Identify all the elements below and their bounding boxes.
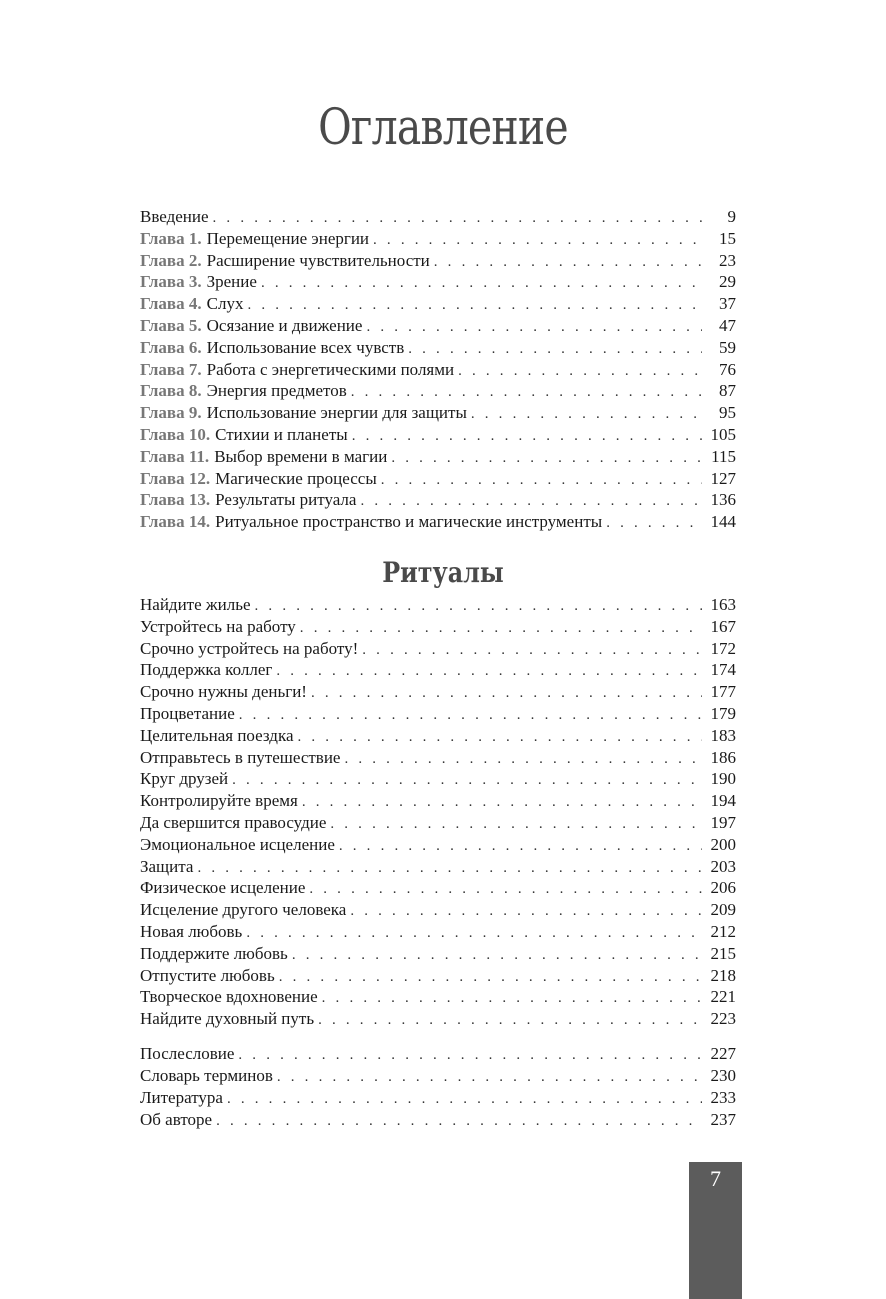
dot-leader <box>197 858 702 880</box>
page-number: 197 <box>710 812 736 832</box>
dot-leader <box>373 230 702 252</box>
dot-leader <box>318 1010 702 1032</box>
page-number: 233 <box>710 1087 736 1107</box>
toc-row-chapter-14[interactable] <box>140 511 736 533</box>
entry-title: Использование энергии для защиты <box>206 403 467 423</box>
dot-leader <box>391 448 702 470</box>
dot-leader <box>322 988 702 1010</box>
chapter-label: Глава 10. <box>140 424 211 444</box>
entry-title: Поддержите любовь <box>140 943 288 963</box>
page-number: 37 <box>719 294 736 314</box>
toc-row-chapter-9[interactable] <box>140 402 736 424</box>
dot-leader <box>279 967 702 989</box>
toc-row-chapter-3[interactable] <box>140 271 736 293</box>
entry-title: Слух <box>206 294 244 314</box>
page-number: 15 <box>719 228 736 248</box>
dot-leader <box>458 361 702 383</box>
entry-title: Расширение чувствительности <box>206 250 430 270</box>
page-number: 177 <box>710 682 736 702</box>
entry-title: Отпустите любовь <box>140 965 275 985</box>
page-title: Оглавление <box>318 98 568 156</box>
entry-title: Словарь терминов <box>140 1065 273 1085</box>
dot-leader <box>255 596 702 618</box>
toc-row-ritual[interactable] <box>140 703 736 725</box>
dot-leader <box>302 792 702 814</box>
dot-leader <box>213 208 702 230</box>
page-number: 190 <box>710 769 736 789</box>
dot-leader <box>350 901 702 923</box>
dot-leader <box>352 426 702 448</box>
chapter-label: Глава 6. <box>140 337 202 357</box>
toc-row-chapter-8[interactable] <box>140 380 736 402</box>
dot-leader <box>471 404 702 426</box>
toc-row-ritual[interactable] <box>140 943 736 965</box>
toc-row-ritual[interactable] <box>140 921 736 943</box>
entry-title: Введение <box>140 207 209 226</box>
toc-row-ritual[interactable] <box>140 638 736 660</box>
page-number: 174 <box>710 660 736 680</box>
page-number: 200 <box>710 834 736 854</box>
toc-row-chapter-11[interactable] <box>140 446 736 468</box>
chapter-label: Глава 14. <box>140 512 211 532</box>
page-number: 237 <box>710 1109 736 1129</box>
page-number: 230 <box>710 1065 736 1085</box>
toc-row-ritual[interactable] <box>140 659 736 681</box>
entry-title: Использование всех чувств <box>206 337 405 357</box>
page-number: 223 <box>710 1009 736 1029</box>
page-number: 9 <box>727 207 736 226</box>
entry-title: Об авторе <box>140 1109 213 1129</box>
dot-leader <box>360 491 702 513</box>
chapter-label: Глава 1. <box>140 228 202 248</box>
toc-row-ritual[interactable] <box>140 681 736 703</box>
toc-row-back-matter[interactable] <box>140 1043 736 1065</box>
page-number: 144 <box>710 512 736 532</box>
toc-row-chapter-4[interactable] <box>140 293 736 315</box>
chapter-label: Глава 2. <box>140 250 202 270</box>
page-number: 163 <box>710 595 736 614</box>
toc-row-back-matter[interactable] <box>140 1087 736 1109</box>
back-matter-list <box>140 1043 736 1131</box>
entry-title: Результаты ритуала <box>215 490 357 510</box>
dot-leader <box>381 470 702 492</box>
entry-title: Выбор времени в магии <box>214 446 388 466</box>
page-number: 209 <box>710 900 736 920</box>
toc-row-ritual[interactable] <box>140 747 736 769</box>
chapter-label: Глава 7. <box>140 359 202 379</box>
dot-leader <box>311 683 702 705</box>
dot-leader <box>344 749 702 771</box>
entry-title: Срочно устройтесь на работу! <box>140 638 359 658</box>
toc-row-back-matter[interactable] <box>140 1109 736 1131</box>
entry-title: Послесловие <box>140 1044 235 1063</box>
page-number: 206 <box>710 878 736 898</box>
entry-title: Литература <box>140 1087 223 1107</box>
page-number: 218 <box>710 965 736 985</box>
entry-title: Осязание и движение <box>206 315 363 335</box>
entry-title: Устройтесь на работу <box>140 616 296 636</box>
entry-title: Защита <box>140 856 194 876</box>
dot-leader <box>339 836 702 858</box>
page-number: 47 <box>719 315 736 335</box>
toc-row-chapter-5[interactable] <box>140 315 736 337</box>
chapter-label: Глава 5. <box>140 315 202 335</box>
toc-row-ritual[interactable] <box>140 616 736 638</box>
chapter-label: Глава 9. <box>140 403 202 423</box>
page-number: 59 <box>719 337 736 357</box>
entry-title: Контролируйте время <box>140 791 298 811</box>
page-number-tab <box>689 1162 742 1299</box>
dot-leader <box>362 640 702 662</box>
toc-row-ritual[interactable] <box>140 834 736 856</box>
dot-leader <box>239 705 702 727</box>
dot-leader <box>309 879 702 901</box>
toc-row-chapter-13[interactable] <box>140 489 736 511</box>
toc-row-ritual[interactable] <box>140 899 736 921</box>
toc-row-ritual[interactable] <box>140 725 736 747</box>
dot-leader <box>408 339 702 361</box>
rituals-section-title: Ритуалы <box>382 556 504 589</box>
page-number: 186 <box>710 747 736 767</box>
entry-title: Срочно нужны деньги! <box>140 682 307 702</box>
entry-title: Новая любовь <box>140 921 243 941</box>
page-number: 95 <box>719 403 736 423</box>
toc-row-ritual[interactable] <box>140 965 736 987</box>
dot-leader <box>227 1089 702 1111</box>
dot-leader <box>261 273 702 295</box>
entry-title: Творческое вдохновение <box>140 987 318 1007</box>
entry-title: Найдите духовный путь <box>140 1009 315 1029</box>
entry-title: Физическое исцеление <box>140 878 306 898</box>
entry-title: Энергия предметов <box>206 381 347 401</box>
page-number: 167 <box>710 616 736 636</box>
chapter-label: Глава 3. <box>140 272 202 292</box>
dot-leader <box>434 252 702 274</box>
dot-leader <box>351 382 702 404</box>
toc-row-intro[interactable] <box>140 206 736 228</box>
page-number: 212 <box>710 921 736 941</box>
dot-leader <box>330 814 702 836</box>
chapter-label: Глава 8. <box>140 381 202 401</box>
page-number: 87 <box>719 381 736 401</box>
toc-row-ritual[interactable] <box>140 1008 736 1030</box>
entry-title: Стихии и планеты <box>215 424 348 444</box>
page-number: 29 <box>719 272 736 292</box>
dot-leader <box>300 618 702 640</box>
page-number: 215 <box>710 943 736 963</box>
toc-row-chapter-10[interactable] <box>140 424 736 446</box>
page-number: 136 <box>710 490 736 510</box>
toc-row-ritual[interactable] <box>140 812 736 834</box>
page-number: 227 <box>710 1044 736 1063</box>
dot-leader <box>232 770 702 792</box>
dot-leader <box>277 1067 702 1089</box>
chapter-label: Глава 11. <box>140 446 210 466</box>
toc-row-ritual[interactable] <box>140 986 736 1008</box>
dot-leader <box>247 295 702 317</box>
chapters-list <box>140 206 736 533</box>
entry-title: Работа с энергетическими полями <box>206 359 455 379</box>
dot-leader <box>606 513 702 535</box>
toc-row-ritual[interactable] <box>140 594 736 616</box>
page-number: 194 <box>710 791 736 811</box>
folio-number: 7 <box>710 1166 721 1191</box>
dot-leader <box>216 1111 702 1133</box>
entry-title: Эмоциональное исцеление <box>140 834 335 854</box>
toc-row-chapter-6[interactable] <box>140 337 736 359</box>
page-number: 105 <box>710 424 736 444</box>
rituals-list <box>140 594 736 1030</box>
entry-title: Зрение <box>206 272 257 292</box>
dot-leader <box>298 727 703 749</box>
page-number: 76 <box>719 359 736 379</box>
dot-leader <box>276 661 702 683</box>
dot-leader <box>238 1045 702 1067</box>
toc-row-ritual[interactable] <box>140 768 736 790</box>
entry-title: Ритуальное пространство и магические инструменты <box>215 512 603 532</box>
entry-title: Да свершится правосудие <box>140 812 327 832</box>
entry-title: Процветание <box>140 703 235 723</box>
toc-row-chapter-7[interactable] <box>140 359 736 381</box>
entry-title: Отправьтесь в путешествие <box>140 747 341 767</box>
toc-row-back-matter[interactable] <box>140 1065 736 1087</box>
dot-leader <box>366 317 702 339</box>
chapter-label: Глава 4. <box>140 294 202 314</box>
toc-row-chapter-12[interactable] <box>140 468 736 490</box>
chapter-label: Глава 13. <box>140 490 211 510</box>
page-number: 179 <box>710 703 736 723</box>
dot-leader <box>246 923 702 945</box>
page-number: 127 <box>710 468 736 488</box>
toc-row-ritual[interactable] <box>140 790 736 812</box>
toc-row-chapter-2[interactable] <box>140 250 736 272</box>
entry-title: Найдите жилье <box>140 595 251 614</box>
page-number: 23 <box>719 250 736 270</box>
toc-row-ritual[interactable] <box>140 877 736 899</box>
toc-row-chapter-1[interactable] <box>140 228 736 250</box>
entry-title: Целительная поездка <box>140 725 294 745</box>
entry-title: Магические процессы <box>215 468 377 488</box>
entry-title: Поддержка коллег <box>140 660 273 680</box>
entry-title: Исцеление другого человека <box>140 900 347 920</box>
page-number: 203 <box>710 856 736 876</box>
entry-title: Перемещение энергии <box>206 228 370 248</box>
dot-leader <box>292 945 702 967</box>
page-number: 221 <box>710 987 736 1007</box>
chapter-label: Глава 12. <box>140 468 211 488</box>
toc-row-ritual[interactable] <box>140 856 736 878</box>
page-number: 115 <box>711 446 736 466</box>
entry-title: Круг друзей <box>140 769 229 789</box>
page-number: 172 <box>710 638 736 658</box>
page-number: 183 <box>710 725 736 745</box>
